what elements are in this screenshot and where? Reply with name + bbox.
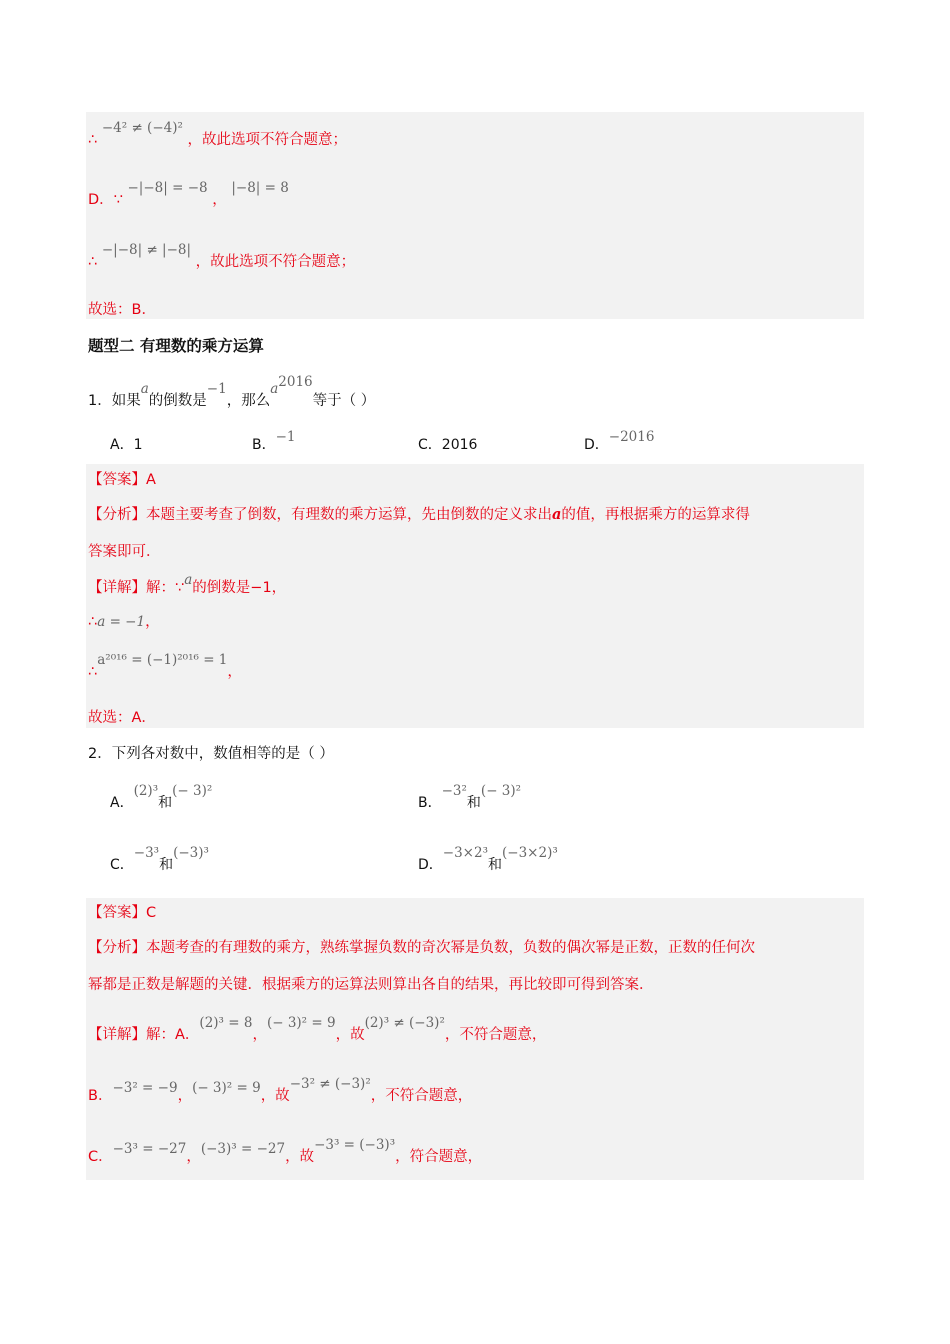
q1-step-2	[88, 652, 242, 682]
math-expression: −|−8| ≠ |−8|	[101, 242, 192, 258]
q1-analysis-line-1	[88, 505, 750, 525]
option-label: D．	[584, 437, 609, 453]
question-2-stem	[88, 744, 334, 764]
q2-answer	[88, 903, 156, 923]
option-value: 2016	[441, 437, 478, 453]
math-expression: −|−8| = −8	[127, 180, 208, 196]
detail-label: 【详解】解：∵	[88, 580, 185, 596]
math-expression: a²⁰¹⁶ = (−1)²⁰¹⁶ = 1	[97, 652, 228, 668]
therefore-symbol: ∴	[88, 254, 98, 270]
analysis-text: 【分析】本题考查的有理数的乘方，熟练掌握负数的奇次幂是负数，负数的偶次幂是正数，正数的任何次	[88, 940, 755, 956]
math-expression: (− 3)² = 9	[266, 1015, 336, 1031]
stem-text: 2．下列各对数中，数值相等的是（ ）	[88, 746, 334, 762]
option-left-expr: (2)³	[133, 783, 159, 799]
separator: ，	[145, 614, 160, 630]
conclusion-word: ，故	[335, 1027, 365, 1043]
q1-step-1	[88, 612, 160, 632]
conclusion-word: ，故	[285, 1149, 315, 1165]
final-choice: 故选：B．	[88, 302, 156, 318]
analysis-text: 的值，再根据乘方的运算求得	[561, 507, 750, 523]
option-right-expr: (− 3)²	[480, 783, 522, 799]
and-word: 和	[488, 857, 502, 873]
variable-a: a	[184, 572, 193, 588]
option-label: C．	[110, 857, 134, 873]
verdict-text: ，不符合题意，	[370, 1088, 473, 1104]
q1-option-c[interactable]	[418, 434, 477, 454]
q2-option-a[interactable]	[110, 783, 213, 812]
math-expression: −3³ = (−3)³	[314, 1137, 396, 1153]
option-label: B．	[88, 1088, 113, 1104]
math-expression: |−8| = 8	[231, 180, 289, 196]
analysis-text: 【分析】本题主要考查了倒数，有理数的乘方运算，先由倒数的定义求出	[88, 507, 552, 523]
math-expression: −3³ = −27	[112, 1141, 187, 1157]
q1-final	[88, 708, 156, 728]
answer-text: 【答案】A	[88, 472, 156, 488]
q1-option-b[interactable]	[252, 429, 296, 454]
option-right-expr: (−3×2)³	[502, 845, 558, 861]
separator: ，	[227, 664, 242, 680]
section-heading	[88, 336, 264, 356]
option-label: C．	[418, 437, 442, 453]
q2-option-d[interactable]	[418, 845, 558, 874]
option-left-expr: −3²	[441, 783, 467, 799]
final-choice: 故选：A．	[88, 710, 156, 726]
option-value: −2016	[608, 429, 655, 445]
and-word: 和	[159, 857, 174, 873]
option-label: C．	[88, 1149, 113, 1165]
therefore-symbol: ∴	[88, 132, 98, 148]
separator: ，	[177, 1088, 193, 1104]
power-base: a	[270, 381, 279, 397]
answer-text: 【答案】C	[88, 905, 157, 921]
math-expression: −3² ≠ (−3)²	[289, 1076, 371, 1092]
q2-detail-b	[88, 1076, 473, 1106]
q1-option-d[interactable]	[584, 429, 655, 454]
option-left-expr: −3×2³	[442, 845, 488, 861]
conclusion-word: ，故	[260, 1088, 290, 1104]
statement-text: ，故此选项不符合题意；	[187, 132, 348, 148]
q2-detail-c	[88, 1137, 483, 1167]
option-label: D．∵	[88, 192, 123, 208]
top-line-2	[88, 180, 289, 210]
q2-analysis-line-1	[88, 938, 755, 958]
stem-text: 的倒数是	[148, 393, 207, 409]
option-label: A．	[110, 795, 134, 811]
power-expression	[270, 374, 313, 397]
verdict-text: ，不符合题意，	[444, 1027, 547, 1043]
and-word: 和	[158, 795, 173, 811]
q2-option-c[interactable]	[110, 845, 209, 874]
option-label: A．	[110, 437, 134, 453]
math-expression: (2)³ ≠ (−3)²	[364, 1015, 445, 1031]
stem-text: 1．如果	[88, 393, 141, 409]
math-expression: (−3)³ = −27	[200, 1141, 286, 1157]
variable-a: a	[552, 506, 562, 523]
top-line-1	[88, 120, 348, 150]
separator: ，	[186, 1149, 201, 1165]
option-right-expr: (− 3)²	[172, 783, 213, 799]
math-expression: −4² ≠ (−4)²	[101, 120, 183, 136]
q2-analysis-line-2	[88, 975, 654, 995]
option-value: −1	[275, 429, 296, 445]
option-right-expr: (−3)³	[173, 845, 209, 861]
value-neg-one: −1	[206, 381, 227, 397]
q2-option-b[interactable]	[418, 783, 522, 812]
separator: ，	[212, 192, 227, 208]
top-line-3	[88, 242, 356, 272]
stem-text: 等于（ ）	[312, 393, 376, 409]
analysis-text: 幂都是正数是解题的关键．根据乘方的运算法则算出各自的结果，再比较即可得到答案．	[88, 977, 654, 993]
therefore-symbol: ∴	[88, 664, 98, 680]
statement-text: ，故此选项不符合题意；	[195, 254, 356, 270]
variable-a: a	[140, 381, 149, 397]
option-value: 1	[133, 437, 143, 453]
verdict-text: ，符合题意，	[395, 1149, 483, 1165]
option-label: B．	[418, 795, 442, 811]
detail-label: 【详解】解：A．	[88, 1027, 200, 1043]
separator: ，	[252, 1027, 267, 1043]
option-left-expr: −3³	[133, 845, 160, 861]
q2-detail-a	[88, 1015, 547, 1045]
and-word: 和	[466, 795, 481, 811]
q1-answer	[88, 470, 156, 490]
q1-analysis-line-2	[88, 542, 161, 562]
top-line-4	[88, 300, 156, 320]
stem-text: ，那么	[226, 393, 271, 409]
q1-detail-line	[88, 572, 287, 598]
power-exponent: 2016	[278, 374, 313, 390]
option-label: B．	[252, 437, 276, 453]
therefore-symbol: ∴	[88, 614, 98, 630]
question-1-stem	[88, 374, 376, 411]
math-expression: (2)³ = 8	[199, 1015, 253, 1031]
option-label: D．	[418, 857, 443, 873]
analysis-text: 答案即可．	[88, 544, 161, 560]
q1-option-a[interactable]	[110, 434, 143, 454]
detail-text: 的倒数是−1，	[192, 580, 287, 596]
math-expression: −3² = −9	[112, 1080, 178, 1096]
math-expression: a = −1	[97, 614, 146, 630]
section-title: 题型二 有理数的乘方运算	[88, 337, 264, 355]
math-expression: (− 3)² = 9	[192, 1080, 261, 1096]
